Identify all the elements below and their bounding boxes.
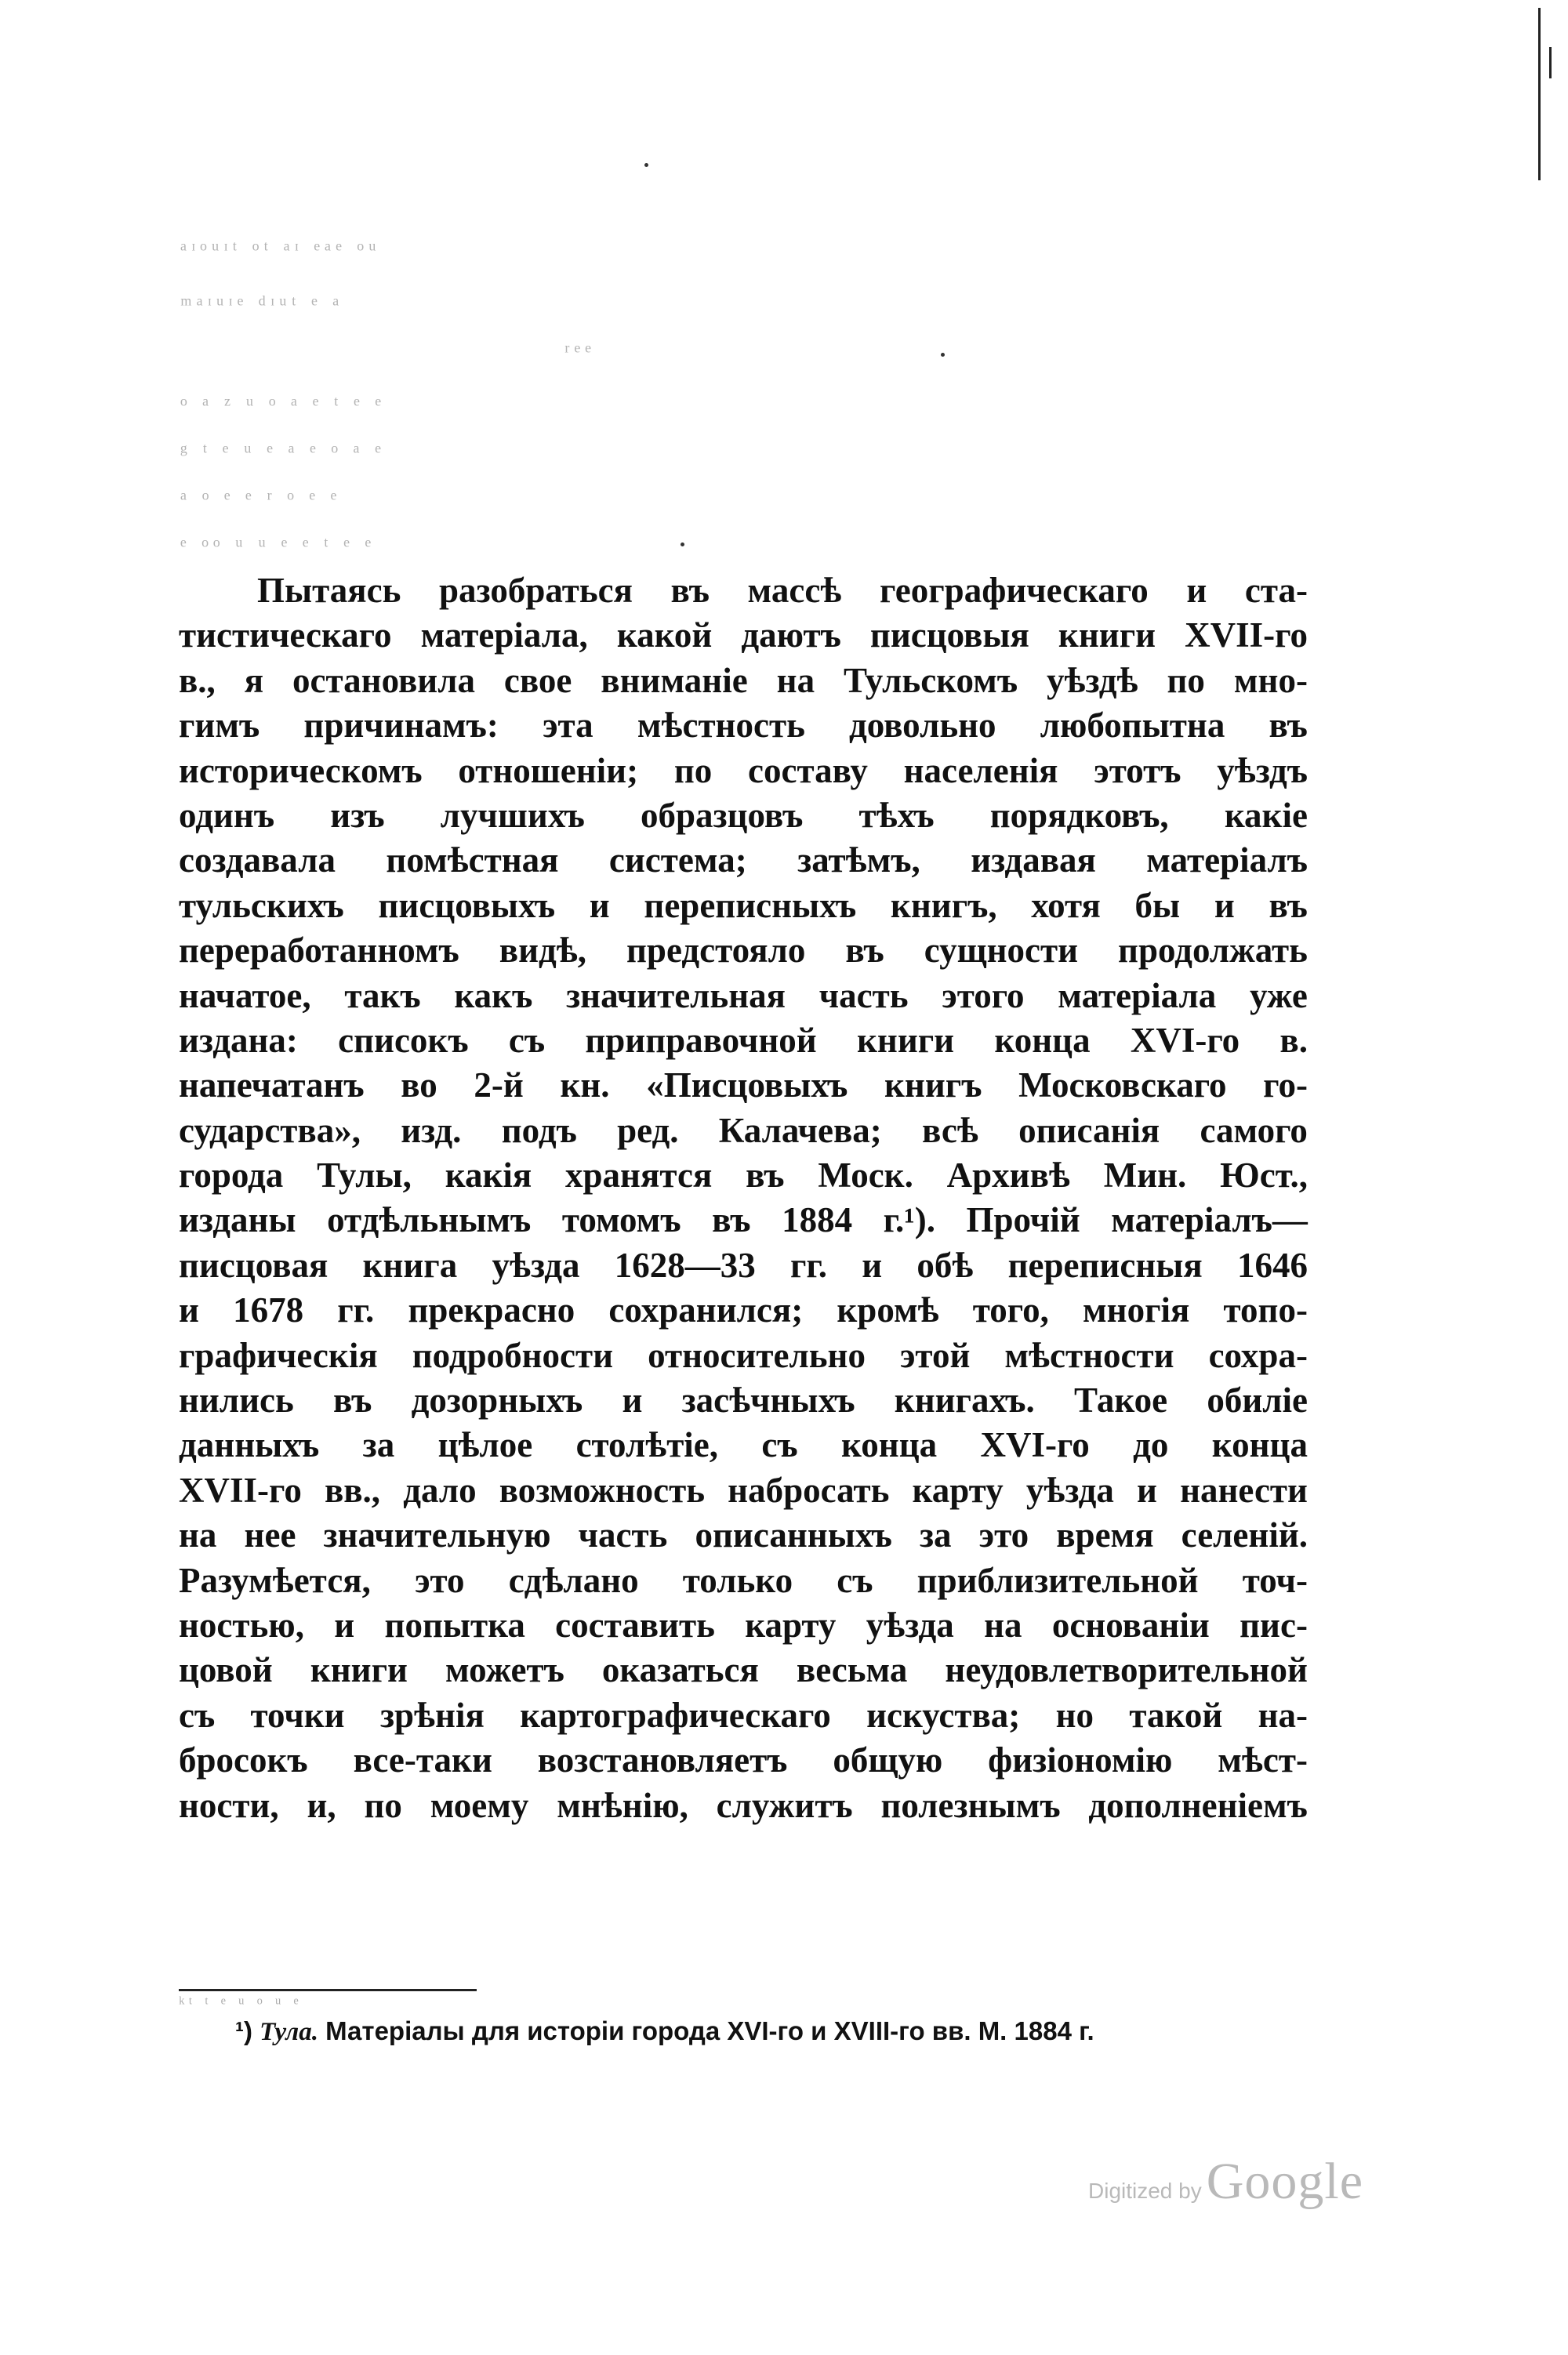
word: полезнымъ: [880, 1785, 1061, 1825]
word: картографическаго: [520, 1695, 831, 1735]
word: переписныя: [1007, 1245, 1203, 1285]
word: этотъ: [1094, 750, 1181, 790]
word: по: [673, 750, 713, 790]
word: в.: [1279, 1020, 1308, 1060]
word: часть: [578, 1515, 668, 1555]
word: отношеніи;: [458, 750, 639, 790]
word: любопытна: [1040, 706, 1225, 746]
word: съ: [179, 1695, 216, 1735]
word: матеріала,: [420, 615, 588, 655]
word: матеріала: [1058, 975, 1217, 1015]
word: Мин.: [1103, 1156, 1187, 1196]
word: тульскихъ: [179, 885, 344, 925]
word: на-: [1258, 1695, 1308, 1735]
word: съ: [508, 1020, 546, 1060]
word: и: [1137, 1470, 1157, 1510]
word: неудовлетворительной: [945, 1650, 1308, 1690]
word: это: [415, 1560, 465, 1600]
word: оказаться: [601, 1650, 759, 1690]
word: лучшихъ: [440, 795, 585, 835]
text-line: [179, 1603, 1308, 1648]
word: значительную: [323, 1515, 551, 1555]
word: книги: [1058, 615, 1156, 655]
word: сдѣлано: [508, 1560, 639, 1600]
word: физіономію: [988, 1740, 1173, 1780]
word: книга: [362, 1245, 458, 1285]
text-line: [179, 1334, 1308, 1378]
word: конца: [1211, 1425, 1308, 1465]
word: въ: [670, 571, 710, 610]
word: историческомъ: [179, 750, 423, 790]
word: XVI-го: [980, 1425, 1090, 1465]
word: сохра-: [1208, 1335, 1308, 1375]
word: ста-: [1244, 571, 1308, 610]
text-line: [179, 1693, 1308, 1738]
word: Моск.: [818, 1156, 913, 1196]
word: все-таки: [353, 1740, 492, 1780]
word: такъ: [344, 975, 421, 1015]
word: писцовыхъ: [378, 885, 556, 925]
word: книгахъ.: [894, 1381, 1035, 1421]
word: обѣ: [916, 1245, 974, 1285]
word: писцовая: [179, 1245, 328, 1285]
word: бы: [1134, 885, 1181, 925]
word: только: [682, 1560, 793, 1600]
word: уѣзда: [1025, 1470, 1114, 1510]
word: начатое,: [179, 975, 311, 1015]
footnote-rule: [179, 1989, 477, 1991]
word: хотя: [1031, 885, 1101, 925]
word: уѣздѣ: [1047, 660, 1138, 700]
word: 1884: [782, 1200, 853, 1240]
word: гг.: [789, 1245, 827, 1285]
word: мно-: [1233, 660, 1308, 700]
word: конца: [994, 1020, 1091, 1060]
word: съ: [837, 1560, 873, 1600]
word: нанести: [1180, 1470, 1308, 1510]
word: ред.: [617, 1110, 679, 1150]
bleed-through-texture: ᵃ ᵒ ᵉ ᵉ ʳ ᵒ ᵉ ᵉ: [180, 486, 342, 512]
word: и: [622, 1381, 643, 1421]
word: книгъ: [884, 1065, 982, 1105]
word: мѣст-: [1218, 1740, 1308, 1780]
word: издавая: [971, 840, 1096, 880]
word: хранятся: [565, 1156, 713, 1196]
word: въ: [845, 931, 884, 971]
word: дозорныхъ: [411, 1381, 583, 1421]
word: всѣ: [922, 1110, 978, 1150]
word: ностью,: [179, 1605, 304, 1645]
word: свое: [503, 660, 572, 700]
text-line: [179, 974, 1308, 1018]
word: даютъ: [741, 615, 841, 655]
word: Пытаясь: [257, 571, 401, 610]
word: въ: [746, 1156, 785, 1196]
text-line: [179, 1288, 1308, 1333]
word: система;: [608, 840, 747, 880]
word: причинамъ:: [303, 706, 499, 746]
word: довольно: [849, 706, 996, 746]
word: точ-: [1242, 1560, 1308, 1600]
bleed-through-texture: ᵏᵗ ᵗ ᵉ ᵘ ᵒ ᵘ ᵉ: [179, 1994, 303, 2014]
word: моему: [430, 1785, 529, 1825]
word: точки: [250, 1695, 345, 1735]
word: но: [1055, 1695, 1094, 1735]
word: в.,: [179, 660, 216, 700]
watermark-prefix: Digitized by: [1088, 2179, 1202, 2203]
word: нились: [179, 1381, 294, 1421]
word: книги: [856, 1020, 955, 1060]
word: такой: [1129, 1695, 1223, 1735]
word: и,: [307, 1785, 336, 1825]
bleed-through-texture: ᵉ ᵒᵒ ᵘ ᵘ ᵉ ᵉ ᵗ ᵉ ᵉ: [180, 533, 376, 559]
word: го-: [1263, 1065, 1308, 1105]
word: 1646: [1236, 1245, 1308, 1285]
scan-speck: [644, 163, 648, 167]
bleed-through-texture: ᵃᶦᵒᵘᶦᵗ ᵒᵗ ᵃᶦ ᵉᵃᵉ ᵒᵘ: [180, 237, 381, 263]
word: пис-: [1240, 1605, 1308, 1645]
word: переписныхъ: [644, 885, 857, 925]
word: за: [919, 1515, 952, 1555]
word: по: [1167, 660, 1205, 700]
word: составить: [555, 1605, 715, 1645]
word: населенія: [903, 750, 1058, 790]
word: Такое: [1073, 1381, 1168, 1421]
word: мѣстность: [637, 706, 805, 746]
word: и: [589, 885, 610, 925]
text-line: [179, 884, 1308, 928]
word: г.¹).: [883, 1200, 935, 1240]
word: географическаго: [879, 571, 1149, 610]
word: конца: [840, 1425, 938, 1465]
word: за: [362, 1425, 395, 1465]
word: напечатанъ: [179, 1065, 365, 1105]
word: гг.: [337, 1290, 375, 1330]
word: тистическаго: [179, 615, 392, 655]
text-line: [179, 928, 1308, 973]
word: порядковъ,: [989, 795, 1169, 835]
word: 1678: [233, 1290, 304, 1330]
word: какіе: [1224, 795, 1308, 835]
word: многія: [1083, 1290, 1190, 1330]
word: и: [179, 1290, 199, 1330]
word: Разумѣется,: [179, 1560, 371, 1600]
word: ности,: [179, 1785, 279, 1825]
word: изданы: [179, 1200, 296, 1240]
word: съ: [761, 1425, 798, 1465]
word: Тулы,: [317, 1156, 412, 1196]
word: и: [1186, 571, 1207, 610]
word: въ: [1269, 706, 1308, 746]
word: я: [244, 660, 264, 700]
main-paragraph: [179, 568, 1308, 1828]
word: переработанномъ: [179, 931, 459, 971]
word: зрѣнія: [379, 1695, 485, 1735]
word: засѣчныхъ: [681, 1381, 855, 1421]
text-line: [179, 1783, 1308, 1828]
footnote: [235, 2016, 1094, 2047]
word: служитъ: [716, 1785, 853, 1825]
word: мнѣнію,: [557, 1785, 688, 1825]
word: Архивѣ: [946, 1156, 1070, 1196]
bleed-through-texture: ʳᵉᵉ: [564, 339, 596, 365]
text-line: [179, 1018, 1308, 1063]
word: относительно: [648, 1335, 866, 1375]
word: Московскаго: [1018, 1065, 1227, 1105]
word: подробности: [412, 1335, 614, 1375]
word: на: [776, 660, 815, 700]
word: матеріалъ: [1146, 840, 1308, 880]
word: издана:: [179, 1020, 298, 1060]
word: списокъ: [338, 1020, 469, 1060]
word: тѣхъ: [858, 795, 935, 835]
word: бросокъ: [179, 1740, 308, 1780]
page-edge-mark: [1549, 47, 1552, 78]
word: карту: [912, 1470, 1004, 1510]
word: какъ: [454, 975, 533, 1015]
word: Прочій: [966, 1200, 1080, 1240]
word: Тульскомъ: [844, 660, 1018, 700]
word: мѣстности: [1004, 1335, 1174, 1375]
text-line: [179, 1198, 1308, 1243]
word: видѣ,: [499, 931, 587, 971]
word: данныхъ: [179, 1425, 320, 1465]
word: и: [334, 1605, 355, 1645]
bleed-through-texture: ᵒ ᵃ ᶻ ᵘ ᵒ ᵃ ᵉ ᵗ ᵉ ᵉ: [180, 392, 387, 418]
word: приправочной: [585, 1020, 817, 1060]
word: продолжать: [1118, 931, 1308, 971]
word: составу: [748, 750, 868, 790]
word: кромѣ: [837, 1290, 939, 1330]
page-edge-rule: [1538, 8, 1544, 180]
digitized-by-google-watermark: [1088, 2152, 1363, 2212]
word: изъ: [330, 795, 385, 835]
word: изд.: [401, 1110, 462, 1150]
text-line: [179, 838, 1308, 883]
word: весьма: [796, 1650, 908, 1690]
word: во: [401, 1065, 437, 1105]
word: 1628—33: [614, 1245, 756, 1285]
word: вниманіе: [601, 660, 748, 700]
word: набросать: [728, 1470, 890, 1510]
text-line: [179, 703, 1308, 748]
word: томомъ: [561, 1200, 681, 1240]
word: города: [179, 1156, 284, 1196]
word: значительная: [566, 975, 786, 1015]
word: Юст.,: [1220, 1156, 1308, 1196]
word: дополненіемъ: [1088, 1785, 1308, 1825]
footnote-text: Матеріалы для исторіи города XVI-го и XVIII-го вв. М. 1884 г.: [325, 2016, 1094, 2045]
word: создавала: [179, 840, 336, 880]
word: попытка: [384, 1605, 525, 1645]
word: какой: [616, 615, 713, 655]
word: на: [984, 1605, 1022, 1645]
word: вв.,: [324, 1470, 381, 1510]
bleed-through-texture: ᵍ ᵗ ᵉ ᵘ ᵉ ᵃ ᵉ ᵒ ᵃ ᵉ: [180, 439, 386, 465]
word: въ: [1269, 885, 1308, 925]
word: обиліе: [1207, 1381, 1308, 1421]
word: и: [1214, 885, 1235, 925]
word: XVI-го: [1130, 1020, 1240, 1060]
word: искуства;: [866, 1695, 1021, 1735]
word: цѣлое: [437, 1425, 533, 1465]
text-line: [179, 1109, 1308, 1153]
text-line: [179, 659, 1308, 703]
text-line: [179, 1468, 1308, 1513]
text-line: [179, 613, 1308, 658]
word: уѣзда: [492, 1245, 580, 1285]
text-line: [179, 1378, 1308, 1423]
text-line: [179, 1063, 1308, 1108]
word: кн.: [560, 1065, 610, 1105]
word: можетъ: [445, 1650, 564, 1690]
text-line: [179, 1243, 1308, 1288]
word: приблизительной: [916, 1560, 1199, 1600]
text-line: [179, 1513, 1308, 1558]
word: сударства»,: [179, 1110, 361, 1150]
word: нее: [244, 1515, 296, 1555]
word: писцовыя: [869, 615, 1029, 655]
word: самого: [1200, 1110, 1308, 1150]
word: затѣмъ,: [797, 840, 920, 880]
word: селеній.: [1181, 1515, 1308, 1555]
word: отдѣльнымъ: [327, 1200, 532, 1240]
text-line: [179, 1648, 1308, 1693]
word: описанныхъ: [695, 1515, 892, 1555]
word: столѣтіе,: [575, 1425, 719, 1465]
word: и: [862, 1245, 883, 1285]
word: описанія: [1018, 1110, 1160, 1150]
word: возможность: [499, 1470, 706, 1510]
word: цовой: [179, 1650, 273, 1690]
word: въ: [712, 1200, 751, 1240]
text-line: [179, 1738, 1308, 1783]
word: топо-: [1223, 1290, 1308, 1330]
word: какія: [445, 1156, 532, 1196]
word: XVII-го: [179, 1470, 302, 1510]
text-line: [179, 568, 1308, 613]
word: часть: [818, 975, 909, 1015]
word: основаніи: [1051, 1605, 1210, 1645]
word: дало: [403, 1470, 477, 1510]
text-line: [179, 1559, 1308, 1603]
word: подъ: [501, 1110, 577, 1150]
word: въ: [332, 1381, 372, 1421]
word: этого: [942, 975, 1025, 1015]
word: сохранился;: [608, 1290, 804, 1330]
word: карту: [745, 1605, 837, 1645]
text-line: [179, 749, 1308, 793]
word: эта: [543, 706, 593, 746]
text-line: [179, 1423, 1308, 1468]
word: XVII-го: [1185, 615, 1308, 655]
word: уѣзда: [866, 1605, 954, 1645]
bleed-through-texture: ᵐᵃᶦᵘᶦᵉ ᵈᶦᵘᵗ ᵉ ᵃ: [180, 292, 344, 318]
word: предстояло: [626, 931, 806, 971]
word: книги: [310, 1650, 408, 1690]
word: уѣздъ: [1217, 750, 1308, 790]
word: помѣстная: [386, 840, 559, 880]
word: того,: [972, 1290, 1049, 1330]
word: остановила: [292, 660, 475, 700]
word: массѣ: [747, 571, 842, 610]
word: на: [179, 1515, 217, 1555]
word: разобраться: [439, 571, 633, 610]
google-logo: Google: [1206, 2153, 1364, 2210]
word: одинъ: [179, 795, 275, 835]
word: время: [1056, 1515, 1154, 1555]
word: Калачева;: [718, 1110, 882, 1150]
word: образцовъ: [641, 795, 804, 835]
word: по: [364, 1785, 402, 1825]
text-line: [179, 1153, 1308, 1198]
word: книгъ,: [890, 885, 997, 925]
word: общую: [833, 1740, 943, 1780]
word: уже: [1249, 975, 1308, 1015]
text-line: [179, 793, 1308, 838]
word: 2-й: [474, 1065, 524, 1105]
word: до: [1133, 1425, 1169, 1465]
footnote-italic-title: Тула.: [260, 2018, 318, 2046]
word: «Писцовыхъ: [646, 1065, 848, 1105]
footnote-marker: ¹): [235, 2016, 252, 2045]
word: матеріалъ—: [1111, 1200, 1308, 1240]
word: прекрасно: [408, 1290, 575, 1330]
word: гимъ: [179, 706, 260, 746]
word: возстановляетъ: [537, 1740, 788, 1780]
word: этой: [899, 1335, 971, 1375]
word: сущности: [924, 931, 1079, 971]
word: это: [978, 1515, 1029, 1555]
word: графическія: [179, 1335, 378, 1375]
